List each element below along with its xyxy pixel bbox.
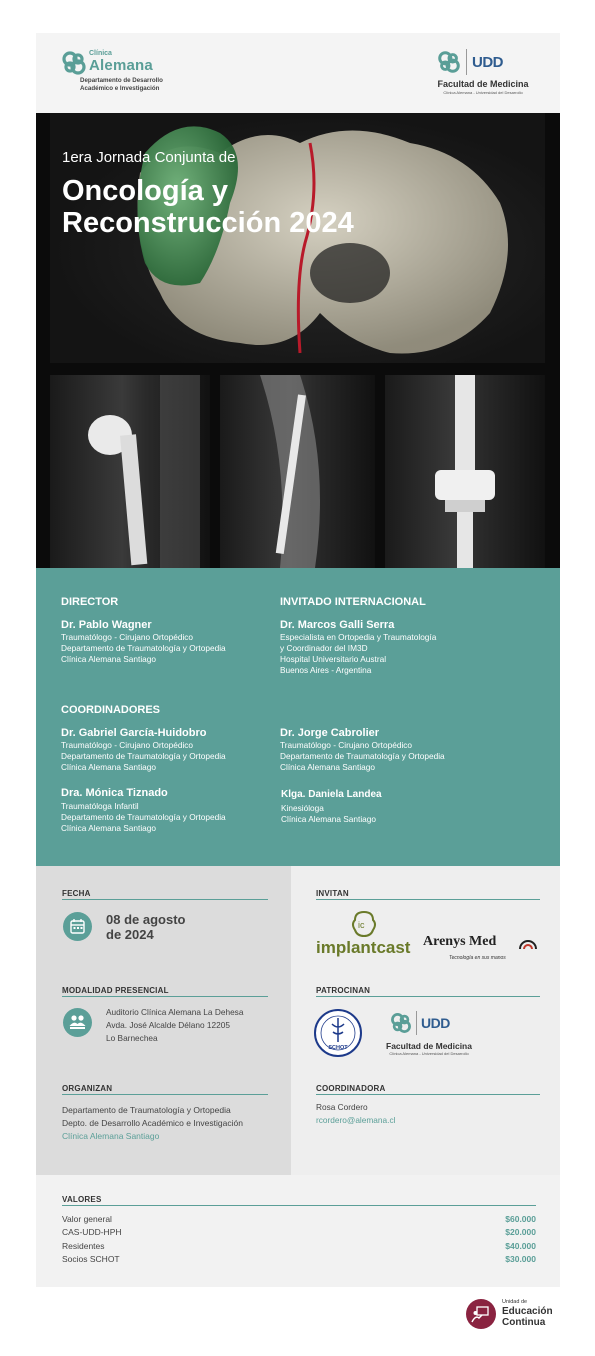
organizer-line: Clínica Alemana Santiago bbox=[62, 1131, 160, 1141]
valores-label: VALORES bbox=[62, 1195, 102, 1204]
price-item-value: $20.000 bbox=[505, 1227, 536, 1238]
coordinador-info bbox=[61, 740, 226, 773]
address-line: Auditorio Clínica Alemana La Dehesa bbox=[106, 1007, 244, 1017]
clinica-alemana-knot-icon bbox=[60, 49, 88, 77]
valores-underline bbox=[62, 1205, 536, 1206]
organizer-line: Departamento de Traumatología y Ortopedia bbox=[62, 1105, 231, 1115]
price-row bbox=[62, 1214, 536, 1227]
coordinador-name: Dra. Mónica Tiznado bbox=[61, 787, 168, 799]
coordinador-info-line: Departamento de Traumatología y Ortopedia bbox=[61, 751, 226, 761]
price-item-name: Socios SCHOT bbox=[62, 1253, 120, 1264]
coordinadora-label: COORDINADORA bbox=[316, 1084, 386, 1093]
header-banner bbox=[36, 33, 560, 113]
coordinador-info-line: Clínica Alemana Santiago bbox=[61, 823, 157, 833]
modalidad-address bbox=[106, 1006, 243, 1045]
coordinador-info-line: Clínica Alemana Santiago bbox=[61, 762, 157, 772]
address-line: Avda. José Alcalde Délano 12205 bbox=[106, 1020, 230, 1030]
coordinadora-underline bbox=[316, 1094, 540, 1095]
organizan-underline bbox=[62, 1094, 268, 1095]
speakers-section bbox=[36, 568, 560, 866]
hero-image-area bbox=[36, 113, 560, 568]
invitado-heading: INVITADO INTERNACIONAL bbox=[280, 596, 426, 608]
xray-image-2 bbox=[220, 375, 375, 568]
invitan-label: INVITAN bbox=[316, 889, 349, 898]
facultad-subtitle: Clínica Alemana - Universidad del Desarrollo bbox=[443, 90, 523, 95]
event-details-panel bbox=[36, 866, 291, 1175]
event-title-line-1: Oncología y bbox=[62, 175, 228, 207]
coordinadora-name: Rosa Cordero bbox=[316, 1102, 368, 1112]
implantcast-text: implantcast bbox=[316, 938, 411, 957]
schot-logo bbox=[313, 1008, 363, 1058]
organizer-line: Depto. de Desarrollo Académico e Investigación bbox=[62, 1118, 243, 1128]
director-heading: DIRECTOR bbox=[61, 596, 119, 608]
invitado-info-line: Especialista en Ortopedia y Traumatología bbox=[280, 632, 437, 642]
organizan-list bbox=[62, 1104, 243, 1143]
pricing-section bbox=[36, 1175, 560, 1287]
event-title bbox=[62, 175, 354, 239]
price-item-value: $30.000 bbox=[505, 1253, 536, 1264]
clinica-alemana-logo bbox=[60, 47, 200, 103]
sponsors-panel bbox=[291, 866, 560, 1175]
presenter-icon bbox=[466, 1299, 496, 1329]
coordinador-info-line: Clínica Alemana Santiago bbox=[280, 762, 376, 772]
udd-sponsor-logo bbox=[379, 1011, 479, 1056]
arenys-tagline: Tecnología en sus manos bbox=[449, 955, 506, 961]
coordinador-info-line: Traumatólogo - Cirujano Ortopédico bbox=[280, 740, 413, 750]
coordinador-info-line: Departamento de Traumatología y Ortopedia bbox=[280, 751, 445, 761]
coordinador-info-line: Departamento de Traumatología y Ortopedia bbox=[61, 812, 226, 822]
group-icon bbox=[63, 1008, 92, 1037]
implantcast-logo bbox=[316, 910, 411, 960]
event-title-line-2: Reconstrucción 2024 bbox=[62, 207, 354, 239]
modalidad-underline bbox=[62, 996, 268, 997]
dept-line-1: Departamento de Desarrollo bbox=[80, 77, 163, 84]
price-row bbox=[62, 1254, 536, 1267]
xray-image-1 bbox=[50, 375, 210, 568]
director-info-line: Departamento de Traumatología y Ortopedia bbox=[61, 643, 226, 653]
price-row bbox=[62, 1227, 536, 1240]
xray-image-3 bbox=[385, 375, 545, 568]
director-info bbox=[61, 632, 226, 665]
patrocinan-underline bbox=[316, 996, 540, 997]
edu-line-1: Unidad de bbox=[502, 1299, 528, 1305]
sponsor-logo-divider bbox=[416, 1011, 417, 1035]
educacion-continua-logo bbox=[466, 1298, 566, 1332]
schot-text: SCHOT bbox=[328, 1045, 348, 1051]
fecha-underline bbox=[62, 899, 268, 900]
hip-prosthesis-xray bbox=[50, 375, 210, 568]
arenys-text: Arenys Med bbox=[423, 934, 497, 949]
coordinador-info-line: Traumatóloga Infantil bbox=[61, 801, 139, 811]
coordinador-info-line: Kinesióloga bbox=[281, 803, 324, 813]
udd-knot-icon bbox=[436, 49, 462, 75]
director-info-line: Traumatólogo - Cirujano Ortopédico bbox=[61, 632, 194, 642]
svg-text:ic: ic bbox=[358, 920, 365, 930]
coordinador-name: Dr. Gabriel García-Huidobro bbox=[61, 727, 207, 739]
coordinador-info bbox=[280, 740, 445, 773]
coordinador-info-line: Traumatólogo - Cirujano Ortopédico bbox=[61, 740, 194, 750]
fecha-line-2: de 2024 bbox=[106, 927, 154, 942]
fecha-line-1: 08 de agosto bbox=[106, 912, 186, 927]
price-item-name: Valor general bbox=[62, 1214, 112, 1224]
edu-line-2: Educación bbox=[502, 1306, 553, 1317]
price-item-value: $40.000 bbox=[505, 1240, 536, 1251]
facultad-title: Facultad de Medicina bbox=[437, 79, 529, 89]
invitan-underline bbox=[316, 899, 540, 900]
clinica-big-text: Alemana bbox=[89, 57, 153, 74]
coordinador-name: Dr. Jorge Cabrolier bbox=[280, 727, 380, 739]
dept-text bbox=[80, 77, 200, 92]
coordinador-name: Klga. Daniela Landea bbox=[281, 789, 382, 800]
femur-nail-xray bbox=[220, 375, 375, 568]
price-item-value: $60.000 bbox=[505, 1214, 536, 1224]
udd-sponsor-text: UDD bbox=[421, 1015, 450, 1031]
invitado-name: Dr. Marcos Galli Serra bbox=[280, 619, 395, 631]
invitado-info-line: Buenos Aires - Argentina bbox=[280, 665, 372, 675]
organizan-label: ORGANIZAN bbox=[62, 1084, 113, 1093]
address-line: Lo Barnechea bbox=[106, 1033, 158, 1043]
logo-divider bbox=[466, 49, 467, 75]
udd-sponsor-knot-icon bbox=[389, 1011, 413, 1035]
arenys-med-logo bbox=[423, 934, 541, 968]
implantcast-emblem-icon bbox=[349, 910, 379, 938]
coordinadora-contact bbox=[316, 1101, 395, 1127]
fecha-label: FECHA bbox=[62, 889, 91, 898]
price-list bbox=[62, 1214, 536, 1267]
arenys-arc-icon bbox=[518, 934, 538, 950]
knee-prosthesis-xray bbox=[385, 375, 545, 568]
coordinadores-heading: COORDINADORES bbox=[61, 704, 161, 716]
sponsor-facultad-subtitle: Clínica Alemana - Universidad del Desarrollo bbox=[389, 1051, 469, 1056]
coordinador-info-line: Clínica Alemana Santiago bbox=[281, 814, 377, 824]
edu-line-3: Continua bbox=[502, 1317, 546, 1328]
dept-line-2: Académico e Investigación bbox=[80, 84, 160, 92]
invitado-info bbox=[280, 632, 436, 676]
coordinador-info bbox=[61, 801, 226, 834]
clinica-small-text: Clínica bbox=[89, 50, 112, 57]
price-item-name: CAS-UDD-HPH bbox=[62, 1227, 122, 1238]
invitado-info-line: Hospital Universitario Austral bbox=[280, 654, 387, 664]
invitado-info-line: y Coordinador del IM3D bbox=[280, 643, 368, 653]
coordinador-info bbox=[281, 803, 376, 825]
coordinadora-email-link[interactable]: rcordero@alemana.cl bbox=[316, 1115, 396, 1125]
price-item-name: Residentes bbox=[62, 1240, 105, 1251]
director-info-line: Clínica Alemana Santiago bbox=[61, 654, 157, 664]
director-name: Dr. Pablo Wagner bbox=[61, 619, 152, 631]
event-subtitle: 1era Jornada Conjunta de bbox=[62, 149, 236, 166]
calendar-icon bbox=[63, 912, 92, 941]
price-row bbox=[62, 1241, 536, 1254]
udd-facultad-logo bbox=[428, 47, 538, 103]
modalidad-label: MODALIDAD PRESENCIAL bbox=[62, 986, 169, 995]
fecha-value bbox=[106, 912, 185, 942]
sponsor-facultad-title: Facultad de Medicina bbox=[386, 1041, 472, 1051]
patrocinan-label: PATROCINAN bbox=[316, 986, 371, 995]
udd-text: UDD bbox=[472, 54, 503, 71]
